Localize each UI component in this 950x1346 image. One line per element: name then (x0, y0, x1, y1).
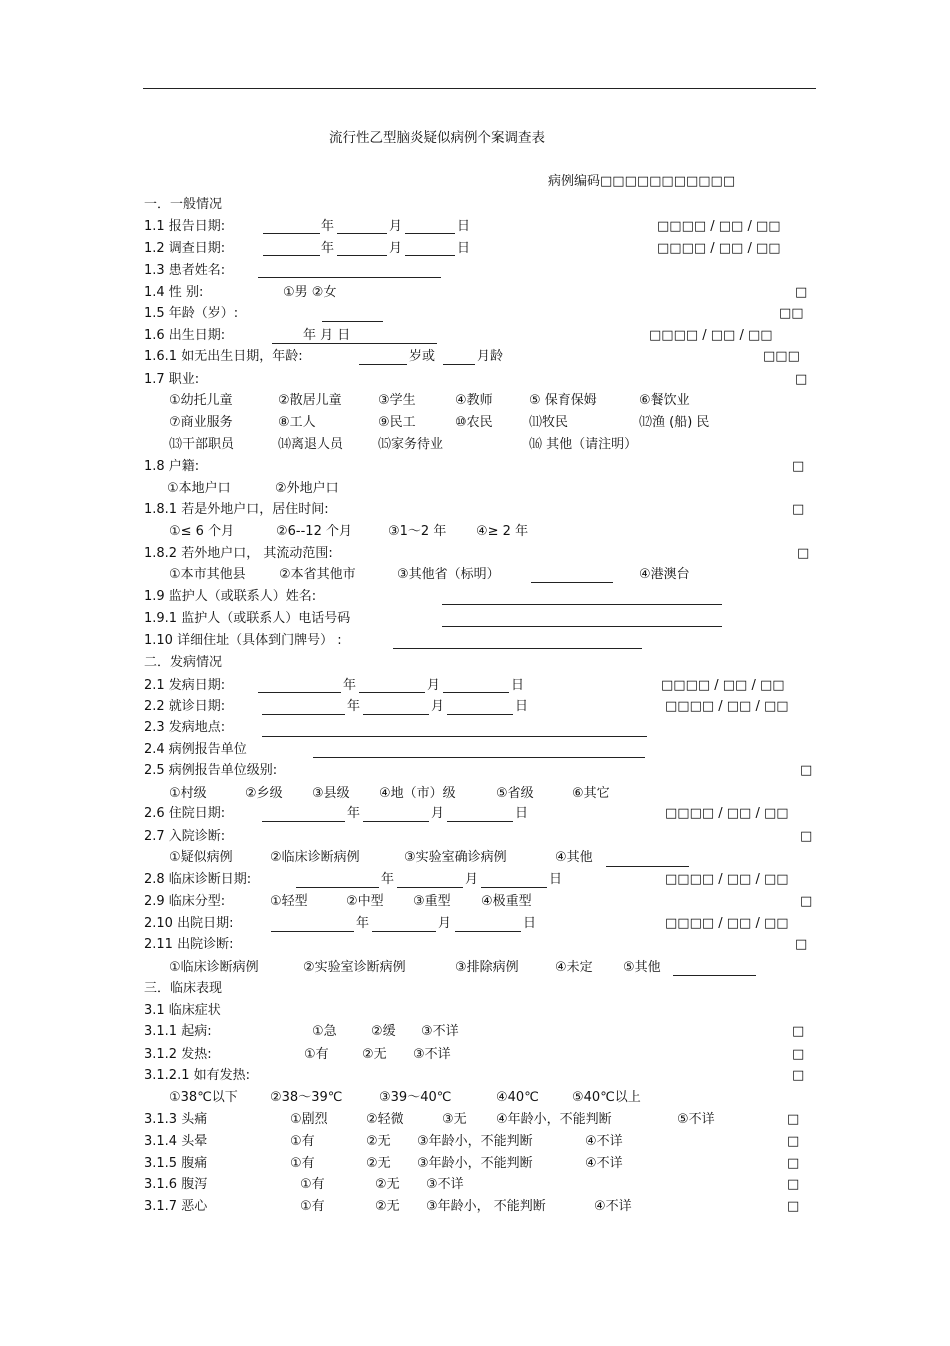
occupation-option[interactable]: ⑤ 保育保姆 (529, 393, 597, 408)
discharge-diagnosis-option[interactable]: ②实验室诊断病例 (303, 960, 406, 975)
unit-level-option[interactable]: ⑥其它 (572, 786, 610, 801)
fever-box[interactable]: □ (792, 1047, 805, 1062)
fever-option[interactable]: ①有 (304, 1047, 329, 1062)
admission-diagnosis-option[interactable]: ①疑似病例 (169, 850, 233, 865)
clinical-date-boxes[interactable]: □□□□ / □□ / □□ (665, 872, 789, 887)
unit-sui: 岁或 (409, 349, 436, 364)
label-household: 1.8 户籍: (144, 459, 200, 474)
fever-level-option[interactable]: ⑤40℃以上 (572, 1090, 641, 1105)
admission-diagnosis-option[interactable]: ②临床诊断病例 (270, 850, 360, 865)
label-fever-level: 3.1.2.1 如有发热: (144, 1068, 250, 1083)
household-option[interactable]: ①本地户口 (167, 481, 231, 496)
report-date-boxes[interactable]: □□□□ / □□ / □□ (657, 219, 781, 234)
occupation-box[interactable]: □ (795, 372, 808, 387)
label-clinical-diagnosis-date: 2.8 临床诊断日期: (144, 872, 252, 887)
label-nausea: 3.1.7 恶心 (144, 1199, 208, 1214)
label-survey-date: 1.2 调查日期: (144, 241, 226, 256)
discharge-diagnosis-option[interactable]: ④未定 (555, 960, 593, 975)
label-abdominal-pain: 3.1.5 腹痛 (144, 1156, 208, 1171)
label-dizziness: 3.1.4 头晕 (144, 1134, 208, 1149)
occupation-option[interactable]: ②散居儿童 (278, 393, 342, 408)
headache-option[interactable]: ④年龄小，不能判断 (496, 1112, 612, 1127)
occupation-option[interactable]: ④教师 (455, 393, 493, 408)
unit-yueling: 月龄 (477, 349, 504, 364)
label-address: 1.10 详细住址（具体到门牌号） : (144, 633, 342, 648)
unit-year: 年 (347, 699, 361, 714)
clinical-type-option[interactable]: ②中型 (346, 894, 384, 909)
fever-option[interactable]: ②无 (362, 1047, 387, 1062)
label-residence-time: 1.8.1 若是外地户口，居住时间: (144, 502, 329, 517)
label-admission-diagnosis: 2.7 入院诊断: (144, 829, 226, 844)
label-guardian-phone: 1.9.1 监护人（或联系人）电话号码 (144, 611, 351, 626)
report-unit-field[interactable] (313, 757, 645, 758)
label-fever: 3.1.2 发热: (144, 1047, 212, 1062)
fever-level-box[interactable]: □ (792, 1068, 805, 1083)
unit-month: 月 (431, 699, 445, 714)
survey-date-boxes[interactable]: □□□□ / □□ / □□ (657, 241, 781, 256)
admission-diagnosis-option[interactable]: ③实验室确诊病例 (404, 850, 507, 865)
onset-month-field[interactable] (359, 692, 425, 693)
clinical-year-field[interactable] (296, 887, 379, 888)
nausea-option[interactable]: ②无 (375, 1199, 400, 1214)
mobility-option[interactable]: ③其他省（标明） (397, 567, 500, 582)
occupation-option[interactable]: ①幼托儿童 (169, 393, 233, 408)
label-occupation: 1.7 职业: (144, 372, 200, 387)
discharge-diagnosis-option[interactable]: ①临床诊断病例 (169, 960, 259, 975)
unit-level-option[interactable]: ②乡级 (245, 786, 283, 801)
onset-day-field[interactable] (443, 692, 509, 693)
onset-mode-option[interactable]: ③不详 (421, 1024, 459, 1039)
label-onset-mode: 3.1.1 起病: (144, 1024, 212, 1039)
dizziness-option[interactable]: ②无 (366, 1134, 391, 1149)
admission-date-boxes[interactable]: □□□□ / □□ / □□ (665, 806, 789, 821)
mobility-box[interactable]: □ (797, 546, 810, 561)
admission-other-field[interactable] (606, 866, 689, 867)
unit-day: 日 (515, 699, 529, 714)
unit-year: 年 (321, 241, 335, 256)
other-province-field[interactable] (531, 582, 613, 583)
sex-options[interactable]: ①男 ②女 (283, 285, 337, 300)
visit-month-field[interactable] (363, 714, 429, 715)
occupation-option[interactable]: ⒀干部职员 (169, 437, 235, 452)
unit-level-option[interactable]: ③县级 (312, 786, 350, 801)
report-unit-level-box[interactable]: □ (800, 763, 813, 778)
headache-box[interactable]: □ (787, 1112, 800, 1127)
survey-month-field[interactable] (337, 255, 387, 256)
unit-day: 日 (515, 806, 529, 821)
mobility-option[interactable]: ②本省其他市 (279, 567, 356, 582)
section-1-heading: 一．一般情况 (144, 197, 223, 212)
occupation-option[interactable]: ⑩农民 (455, 415, 493, 430)
age-alt-boxes[interactable]: □□□ (763, 349, 800, 364)
unit-level-option[interactable]: ⑤省级 (496, 786, 534, 801)
discharge-diagnosis-option[interactable]: ⑤其他 (623, 960, 661, 975)
unit-year: 年 (347, 806, 361, 821)
unit-year: 年 (343, 678, 357, 693)
occupation-option[interactable]: ⑿渔 (船) 民 (639, 415, 710, 430)
headache-option[interactable]: ①剧烈 (290, 1112, 328, 1127)
onset-mode-option[interactable]: ②缓 (371, 1024, 396, 1039)
report-day-field[interactable] (405, 233, 455, 234)
label-visit-date: 2.2 就诊日期: (144, 699, 226, 714)
unit-day: 日 (457, 219, 471, 234)
fever-level-option[interactable]: ③39～40℃ (379, 1090, 452, 1105)
abdominal-pain-box[interactable]: □ (787, 1156, 800, 1171)
admission-month-field[interactable] (363, 821, 429, 822)
onset-mode-option[interactable]: ①急 (312, 1024, 337, 1039)
label-onset-date: 2.1 发病日期: (144, 678, 226, 693)
label-diarrhea: 3.1.6 腹泻 (144, 1177, 208, 1192)
visit-date-boxes[interactable]: □□□□ / □□ / □□ (665, 699, 789, 714)
clinical-month-field[interactable] (397, 887, 463, 888)
label-guardian-name: 1.9 监护人（或联系人）姓名: (144, 589, 317, 604)
guardian-phone-field[interactable] (442, 626, 722, 627)
household-option[interactable]: ②外地户口 (275, 481, 339, 496)
diarrhea-option[interactable]: ③不详 (426, 1177, 464, 1192)
visit-day-field[interactable] (447, 714, 513, 715)
abdominal-pain-option[interactable]: ③年龄小，不能判断 (417, 1156, 533, 1171)
occupation-option[interactable]: ⑦商业服务 (169, 415, 233, 430)
diarrhea-option[interactable]: ①有 (300, 1177, 325, 1192)
label-birth-date: 1.6 出生日期: (144, 328, 226, 343)
clinical-type-box[interactable]: □ (800, 894, 813, 909)
unit-month: 月 (465, 872, 479, 887)
household-box[interactable]: □ (792, 459, 805, 474)
age-months-field[interactable] (443, 364, 475, 365)
fever-level-option[interactable]: ②38～39℃ (270, 1090, 343, 1105)
unit-month: 月 (438, 916, 452, 931)
unit-level-option[interactable]: ①村级 (169, 786, 207, 801)
nausea-box[interactable]: □ (787, 1199, 800, 1214)
abdominal-pain-option[interactable]: ①有 (290, 1156, 315, 1171)
unit-month: 月 (389, 219, 403, 234)
label-age-alt: 1.6.1 如无出生日期，年龄: (144, 349, 303, 364)
dizziness-box[interactable]: □ (787, 1134, 800, 1149)
section-2-heading: 二．发病情况 (144, 655, 223, 670)
label-mobility: 1.8.2 若外地户口， 其流动范围: (144, 546, 333, 561)
fever-level-option[interactable]: ④40℃ (496, 1090, 539, 1105)
unit-month: 月 (427, 678, 441, 693)
survey-year-field[interactable] (263, 255, 320, 256)
patient-name-field[interactable] (258, 277, 441, 278)
headache-option[interactable]: ③无 (442, 1112, 467, 1127)
occupation-option[interactable]: ⒁离退人员 (278, 437, 344, 452)
clinical-type-option[interactable]: ④极重型 (481, 894, 532, 909)
top-rule (143, 88, 816, 89)
occupation-option[interactable]: ⑾牧民 (529, 415, 569, 430)
diarrhea-box[interactable]: □ (787, 1177, 800, 1192)
unit-day: 日 (457, 241, 471, 256)
birth-date-field[interactable] (272, 343, 437, 344)
onset-date-boxes[interactable]: □□□□ / □□ / □□ (661, 678, 785, 693)
label-discharge-date: 2.10 出院日期: (144, 916, 234, 931)
unit-month: 月 (389, 241, 403, 256)
birth-date-units: 年 月 日 (303, 328, 351, 343)
label-onset-place: 2.3 发病地点: (144, 720, 226, 735)
unit-month: 月 (431, 806, 445, 821)
onset-place-field[interactable] (262, 736, 647, 737)
sex-box[interactable]: □ (795, 285, 808, 300)
residence-option[interactable]: ③1～2 年 (388, 524, 447, 539)
dizziness-option[interactable]: ③年龄小，不能判断 (417, 1134, 533, 1149)
occupation-option[interactable]: ⑥餐饮业 (639, 393, 690, 408)
admission-year-field[interactable] (262, 821, 345, 822)
discharge-month-field[interactable] (372, 931, 436, 932)
unit-day: 日 (549, 872, 563, 887)
age-field[interactable] (322, 321, 383, 322)
mobility-option[interactable]: ④港澳台 (639, 567, 690, 582)
residence-option[interactable]: ①≤ 6 个月 (169, 524, 235, 539)
diarrhea-option[interactable]: ②无 (375, 1177, 400, 1192)
fever-option[interactable]: ③不详 (413, 1047, 451, 1062)
residence-time-box[interactable]: □ (792, 502, 805, 517)
headache-option[interactable]: ②轻微 (366, 1112, 404, 1127)
discharge-diagnosis-option[interactable]: ③排除病例 (455, 960, 519, 975)
discharge-diagnosis-box[interactable]: □ (795, 937, 808, 952)
clinical-type-option[interactable]: ③重型 (413, 894, 451, 909)
abdominal-pain-option[interactable]: ②无 (366, 1156, 391, 1171)
label-symptoms: 3.1 临床症状 (144, 1003, 221, 1018)
case-code: 病例编码□□□□□□□□□□□ (548, 174, 736, 189)
admission-diagnosis-box[interactable]: □ (800, 829, 813, 844)
clinical-type-option[interactable]: ①轻型 (270, 894, 308, 909)
label-clinical-type: 2.9 临床分型: (144, 894, 226, 909)
admission-day-field[interactable] (447, 821, 513, 822)
visit-year-field[interactable] (262, 714, 345, 715)
occupation-option[interactable]: ⒃ 其他（请注明） (529, 437, 638, 452)
occupation-option[interactable]: ③学生 (378, 393, 416, 408)
occupation-option[interactable]: ⒂家务待业 (378, 437, 444, 452)
label-admission-date: 2.6 住院日期: (144, 806, 226, 821)
unit-year: 年 (321, 219, 335, 234)
nausea-option[interactable]: ④不详 (594, 1199, 632, 1214)
birth-date-boxes[interactable]: □□□□ / □□ / □□ (649, 328, 773, 343)
survey-day-field[interactable] (405, 255, 455, 256)
clinical-day-field[interactable] (481, 887, 547, 888)
discharge-date-boxes[interactable]: □□□□ / □□ / □□ (665, 916, 789, 931)
fever-level-option[interactable]: ①38℃以下 (169, 1090, 238, 1105)
age-boxes[interactable]: □□ (779, 306, 804, 321)
unit-level-option[interactable]: ④地（市）级 (379, 786, 456, 801)
label-patient-name: 1.3 患者姓名: (144, 263, 226, 278)
address-field[interactable] (393, 648, 642, 649)
unit-day: 日 (523, 916, 537, 931)
residence-option[interactable]: ④≥ 2 年 (476, 524, 529, 539)
unit-year: 年 (381, 872, 395, 887)
abdominal-pain-option[interactable]: ④不详 (585, 1156, 623, 1171)
page-title: 流行性乙型脑炎疑似病例个案调查表 (329, 130, 545, 146)
onset-mode-box[interactable]: □ (792, 1024, 805, 1039)
discharge-other-field[interactable] (673, 975, 756, 976)
label-report-unit-level: 2.5 病例报告单位级别: (144, 763, 278, 778)
unit-day: 日 (511, 678, 525, 693)
nausea-option[interactable]: ③年龄小， 不能判断 (426, 1199, 546, 1214)
unit-year: 年 (356, 916, 370, 931)
label-sex: 1.4 性 别: (144, 285, 204, 300)
occupation-option[interactable]: ⑧工人 (278, 415, 316, 430)
guardian-name-field[interactable] (442, 604, 722, 605)
label-age: 1.5 年龄（岁）: (144, 306, 239, 321)
discharge-year-field[interactable] (271, 931, 354, 932)
occupation-option[interactable]: ⑨民工 (378, 415, 416, 430)
mobility-option[interactable]: ①本市其他县 (169, 567, 246, 582)
dizziness-option[interactable]: ①有 (290, 1134, 315, 1149)
onset-year-field[interactable] (258, 692, 341, 693)
age-years-field[interactable] (359, 364, 407, 365)
residence-option[interactable]: ②6--12 个月 (276, 524, 352, 539)
headache-option[interactable]: ⑤不详 (677, 1112, 715, 1127)
label-headache: 3.1.3 头痛 (144, 1112, 208, 1127)
admission-diagnosis-option[interactable]: ④其他 (555, 850, 593, 865)
label-report-unit: 2.4 病例报告单位 (144, 742, 247, 757)
nausea-option[interactable]: ①有 (300, 1199, 325, 1214)
label-discharge-diagnosis: 2.11 出院诊断: (144, 937, 234, 952)
discharge-day-field[interactable] (455, 931, 521, 932)
report-year-field[interactable] (263, 233, 320, 234)
label-report-date: 1.1 报告日期: (144, 219, 226, 234)
section-3-heading: 三．临床表现 (144, 981, 223, 996)
report-month-field[interactable] (337, 233, 387, 234)
dizziness-option[interactable]: ④不详 (585, 1134, 623, 1149)
